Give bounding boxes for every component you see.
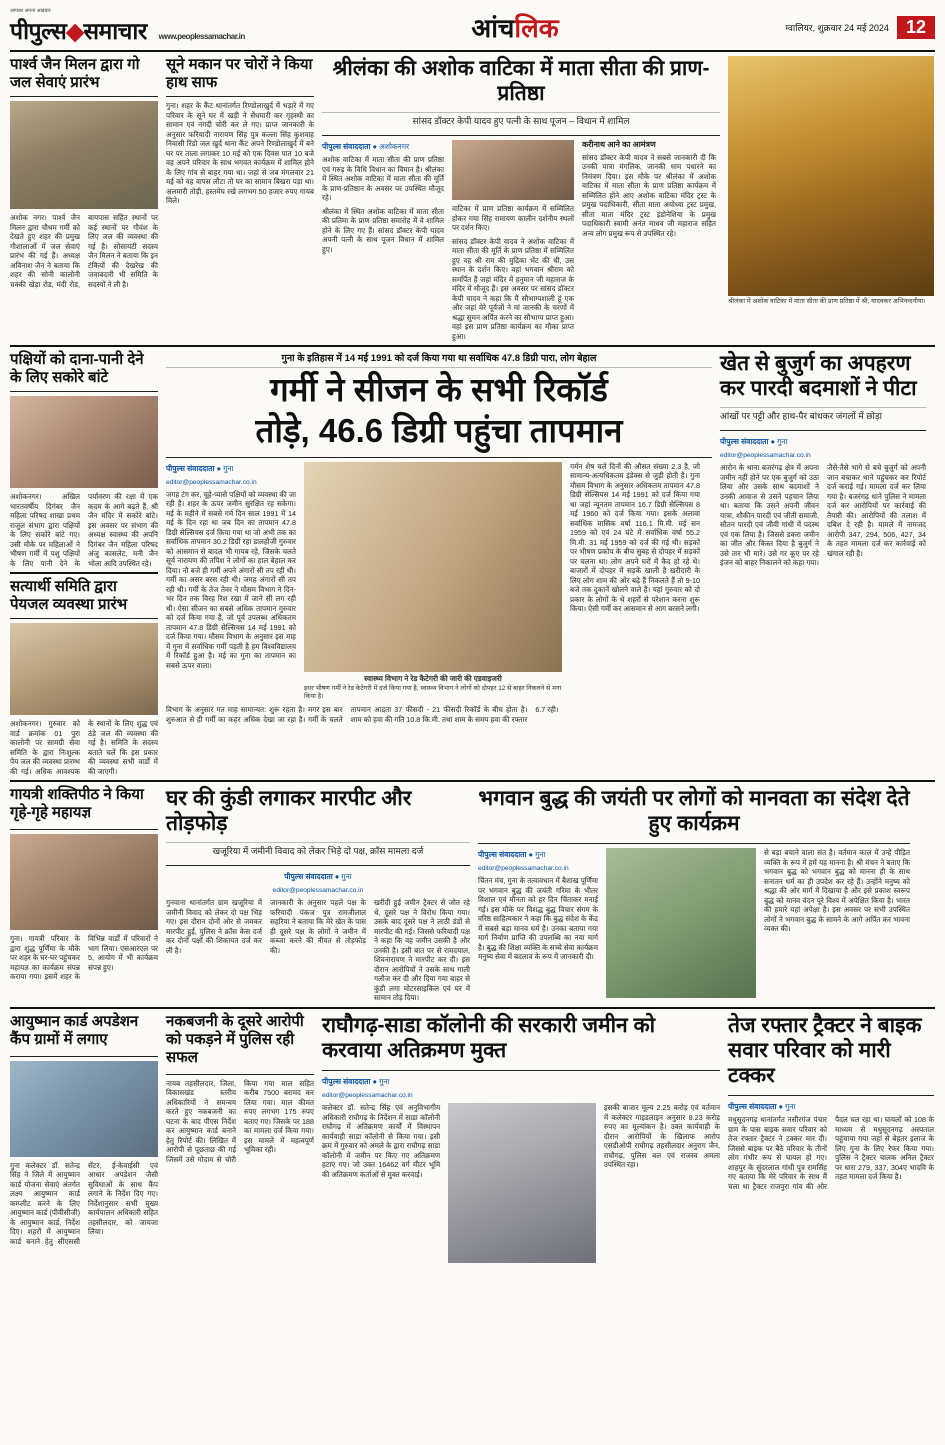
- temple-photo-caption: श्रीलंका में अशोक वाटिका में माता सीता की प्राण प्रतिष्ठा में श्री, यादवकर अभिनन्दनीया।: [728, 298, 926, 305]
- byline: पीपुल्स संवाददाता ● गुना: [322, 1077, 390, 1086]
- page-number: 12: [897, 16, 935, 39]
- article-headline: घर की कुंडी लगाकर मारपीट और तोड़फोड़: [166, 787, 412, 836]
- masthead-logo: [10, 8, 245, 46]
- article-body: गुना कलेक्टर डॉ. सतेन्द्र सिंह ने जिले में आयुष्मान कार्ड योजना सेवाएं अंतर्गत लक्ष्य आयुष्मान कार्ड कम्प्लीट करने के लिए आयुष्मान कार्ड (पीवीसीजी) के आयुष्मान कार्ड, निर्देश दिए। शहरों में आयुष्मान कार्ड बनाने हेतु सीएससी सेंटर, ई-केवाईसी एवं आधार अपडेशन जैसी सुविधाओं के साथ कैंप लगाने के निर्देश दिए गए। निर्देशानुसार सभी मुख्य कार्यपालन अधिकारी सहित तहसीलदार, को जायजा लिया।: [10, 1160, 158, 1246]
- article-body: नायब तहसीलदार, जिला, विकासखंड स्तरीय अधिकारियों ने समन्वय करते हुए नकबजनी का घटना के बाद पीएस निर्देश कर आयुष्मान कार्ड बनाने हेतु रिपोर्ट की। लिखित में आरोपी से पूछताछ की गई जिसमें उसे गोदाम से चोरी किया गया माल सहित करीब 7500 बरामद कर लिया गया। माल कीमत रुपए लगभग 175 रुपए बताए गए। जिसके पर 188 का मामला दर्ज किया गया। इस मामले में महत्वपूर्ण भूमिका रही।: [166, 1078, 314, 1164]
- article-photo: [10, 834, 158, 930]
- masthead: [10, 8, 935, 52]
- masthead-right: [785, 16, 935, 39]
- article-body: अशोकनगर। अखिल भारतवर्षीय दिगंबर जैन महिला परिषद शाखा प्रथम राजुल संभाग द्वारा पक्षियों के लिए सकोरे बांटे गए। उसी मौके पर महिलाओं ने भीषण गर्मी में पशु पक्षियों के लिए पानी देने के पर्यावरण की रक्षा में एक कदम के आगे बढ़ते हैं, श्री जैन मंदिर में सकोरे बांटे। इस अवसर पर संभाग की अध्यक्ष स्वास्थ्य की अपनि दिगंबर जैन महिला परिषद अंजु कासलेट, मनी जैन भोला आदि उपस्थित रहे।: [10, 492, 158, 568]
- article-body: अशोक नगर। पार्श्व जैन मिलन द्वारा चौथम गर्मी को देखते हुए शहर की प्रमुख गौशालाओं में जल सेवाएं प्रारंभ की गई हैं। अध्यक्ष अविनाश जैन ने बताया कि शहर की सोनी कालोनी चक्की खेड़ा रोड, मंदी रोड, बायपास सहित स्थानों पर कई स्थानों पर गौवंश के लिए जल की व्यवस्था की गई है। सोसायटी सदस्य जैन मिलन ने बताया कि इन टंकियों की देखरेख की जवाबदारी भी समिति के सदस्यों ने ली है।: [10, 213, 158, 289]
- article-birds-water: [10, 351, 158, 568]
- byline-place: गुना: [379, 1077, 390, 1086]
- byline: पीपुल्स संवाददाता ● गुना: [478, 850, 546, 860]
- byline-place: गुना: [223, 463, 234, 473]
- article-headline: सत्यार्थी समिति द्वारा पेयजल व्यवस्था प्रारंभ: [10, 578, 128, 614]
- byline-email: editor@peoplessamachar.co.in: [322, 1092, 413, 1099]
- third-band: [10, 786, 935, 1003]
- lead-body-4: सांसद डॉक्टर केपी यादव ने अशोक वाटिका में माता सीता की मूर्ति के प्राण प्रतिष्ठा में सम्मिलित हुए वह श्री राम की मुद्रिका भेंट की थी, उस स्थान के दर्शन किए। वहां भगवान श्रीराम को समर्पित हैं जहां मंदिर में हनुमान जी महाराज के मंदिर में मौजूद हैं। इस अवसर पर सांसद डॉक्टर केपी यादव ने कहा कि मैं सौभाग्यशाली हूं एक और जहां मेरे पूर्वजों ने मां जानकी के चरणों में श्रद्धा सुमन अर्पित करने का सौभाग्य प्राप्त हुआ। वहां इस प्राण प्रतिष्ठा कार्यक्रम का मौका प्राप्त हुआ।: [452, 236, 574, 341]
- article-headline: आयुष्मान कार्ड अपडेशन कैंप ग्रामों में लगाए: [10, 1012, 139, 1048]
- article-tractor-accident: [728, 1013, 934, 1263]
- article-body: गुना। गायत्री परिवार के द्वारा शुद्ध पूर्णिमा के मौके पर शहर के घर-घर पहुंचकर महायज्ञ का कार्यक्रम संपन्न कराया गया। इसमें शहर के विभिन्न वार्डों में परिवारों ने भाग लिया। एसआरएल पर 5, आयोग में भी कार्यक्रम संपन्न हुए।: [10, 934, 158, 982]
- article-encroachment: [322, 1013, 720, 1263]
- temperature-headline-1: गर्मी ने सीजन के सभी रिकॉर्ड: [270, 371, 608, 409]
- article-headline: नकबजनी के दूसरे आरोपी को पकड़ने में पुलिस रही सफल: [166, 1012, 304, 1066]
- temperature-story: [166, 351, 712, 776]
- byline: पीपुल्स संवाददाता ● गुना: [284, 872, 352, 882]
- byline-place: गुना: [341, 872, 352, 882]
- publication-url: www.peoplessamachar.in: [158, 32, 245, 41]
- article-body-2: इसकी बाजार मूल्य 2.25 करोड़ एवं वर्तमान में कलेक्टर गाइडलाइन अनुसार 8.23 करोड़ रुपए का मूल्यांकन है। उक्त कार्यवाही के दौरान आरोपियों के खिलाफ आरोप एसडीओपी राघौगढ़ तहसीलदार अनुराग जैन, राघौगढ़, पुलिस बल एवं राजस्व अमला उपस्थित रहा।: [603, 1103, 720, 1169]
- section-title-part2: लिक: [514, 13, 559, 43]
- top-band: [10, 56, 935, 341]
- issue-date: ग्वालियर, शुक्रवार 24 मई 2024: [785, 22, 889, 33]
- article-theft: [166, 56, 314, 206]
- lead-body-1: अशोक वाटिका में माता सीता की प्राण प्रतिष्ठा एवं गरुड़ के विधि विधान का विमान है। श्रीलंका में स्थित अशोक वाटिका में माता सीता की मूर्ति के प्राण-प्रतिष्ठान के अवसर पर उपस्थित मौजूद रहे।: [322, 155, 444, 203]
- lead-body-5: सांसद डॉक्टर केपी यादव ने सबसे जानकारी दी कि उनकी यात्रा मंगलिक, जानकी धाम पधारने का निमंत्रण दिया। इस मौके पर श्रीलंका में अशोक वाटिका में माता सीता के प्राण प्रतिष्ठा कार्यक्रम में सम्मिलित होने आए अशोक वाटिका मंदिर ट्रस्ट के प्रमुख पदाधिकारी, सीता माता अयोध्या ट्रस्ट प्रमुख, सीता माता मंदिर ट्रस्ट इंडोनेशिया के प्रमुख पदाधिकारी स्वामी अनंत माधव जी महाराज सहित अन्य लोग प्रमुख रूप से उपस्थित रहे।: [582, 152, 716, 238]
- article-headline: गायत्री शक्तिपीठ ने किया गृहे-गृहे महायज्ञ: [10, 786, 144, 822]
- temperature-body-3: विभाग के अनुसार गत माह सामान्यत: शुरू रहता है। मगर इस बार शुरुआत से ही गर्मी का कहर अधिक देखा जा रहा है। गर्मी के चलते तापमान आद्रता 37 फीसदी - 21 फीसदी रिकॉर्ड के बीच होता है। शाम को हवा की गति 10.8 कि.मी. तथा शाम के समय हवा की रफ्तार 6.7 रही।: [166, 705, 559, 724]
- byline-email: editor@peoplessamachar.co.in: [720, 452, 811, 460]
- article-burglary-second: [166, 1013, 314, 1263]
- bottom-band: [10, 1013, 935, 1263]
- article-body-1: कलेक्टर डॉ. सतेन्द्र सिंह एवं अनुविभागीय अधिकारी राघौगढ़ के निर्देशन में साडा कॉलोनी राघौगढ़ में अतिक्रमण कार्यों में विस्थापन कार्यवाही साडा कॉलोनी से किया गया। इसी क्रम में गुरुवार को अमले के द्वारा राघौगढ़ साडा कॉलोनी में जमीन पर किए गए अतिक्रमण हटाए गए। जो उक्त 16462 वर्ग मीटर भूमि की अतिक्रमण कर्ताओं से मुक्त करवाई।: [322, 1103, 441, 1179]
- article-subhead: आंखों पर पट्टी और हाथ-पैर बांधकर जंगलों में छोड़ा: [720, 411, 883, 422]
- article-photo: [10, 623, 158, 715]
- article-body-1: चिंतन मंच, गुना के तत्वावधान में बैशाख पूर्णिमा पर भगवान बुद्ध की जयंती गरिमा के भीतर विशाल एवं मौनता को हर दिन चिंताकर मनाई गई। इस मौके पर विशद्ध बुद्ध विचार संगम के वरिष्ठ साहित्यकार ने कहा कि बुद्ध संदेश के केंद्र में सबसे बड़ा मानव धर्म है। उनका बताया गया मार्ग निर्वाण प्राप्ति की उपलब्धि का नया मार्ग है। बुद्ध की शिक्षा व्यक्ति के सच्चे सेवा कार्यक्रम मनुष्य सेवा में बदलाव के रूप में जानकारी दी।: [478, 876, 598, 962]
- byline-place: गुना: [535, 850, 546, 860]
- byline-author: पीपुल्स संवाददाता: [284, 872, 333, 882]
- lead-subsection-title: करीनाथ आने का आमंत्रण: [582, 140, 656, 150]
- article-headline: भगवान बुद्ध की जयंती पर लोगों को मानवता का संदेश देते हुए कार्यक्रम: [478, 787, 910, 836]
- temperature-headline-2: तोड़े, 46.6 डिग्री पहुंचा तापमान: [255, 412, 623, 449]
- article-body: अशोकनगर। गुरुवार को वार्ड क्रमांक 01 पुरा कालोनी पर सामग्री सेवा समिति के द्वारा निःशुल्क पेय जल की व्यवस्था प्रारम्भ की गई। अधिक आवश्यक के स्थानों के लिए शुद्ध एवं ठंडे जल की व्यवस्था की गई है। समिति के सदस्य बताते चलें कि इस प्रकार की व्यवस्था सभी वार्डों में की जाएगी।: [10, 719, 158, 776]
- temperature-photo-caption: इधर भीषण गर्मी ने रेड केटेगरी में दर्ज किया गया है, स्वास्थ्य विभाग ने लोगों को दोपहर 12 से बाहर निकलने से मना किया है।: [304, 685, 562, 701]
- byline-email: editor@peoplessamachar.co.in: [166, 478, 257, 486]
- article-body: मधुसूदनगढ़ थानांतर्गत नसीरगंज पंचार ग्राम के पास बाइक सवार परिवार को तेज रफ्तार ट्रैक्टर ने टक्कर मार दी। जिससे बाइक पर बैठे परिवार के तीनों लोग गंभीर रूप से घायल हो गए। शाहपुर के सुंदरलाल गांधी पुत्र रामसिंह गए बताया कि मेरे परिवार के साथ मैं चला था ट्रैक्टर राजपुरा गांव की ओर पैदल चल रहा था। घायलों को 108 के माध्यम से मधुसूदनगढ़ अस्पताल पहुंचाया गया जहां से बेहतर इलाज के लिए गुना के लिए रेफर किया गया। पुलिस ने ट्रैक्टर चालक अनिल ट्रैक्टर पर धारा 279, 337, 304ए भादवि के तहत मामला दर्ज किया है।: [728, 1115, 934, 1191]
- byline: पीपुल्स संवाददाता ● गुना: [166, 463, 234, 473]
- article-headline: खेत से बुजुर्ग का अपहरण कर पारदी बदमाशों ने पीटा: [720, 352, 917, 401]
- lead-subhead: सांसद डॉक्टर केपी यादव हुए पत्नी के साथ पूजन – विधान में शामिल: [412, 116, 630, 127]
- article-body-3: खरीदी हुई जमीन ट्रैक्टर से जोत रहे थे, दूसरे पक्ष ने विरोध किया गया। उसके बाद दूसरे पक्ष ने लाठी डंडों से मारपीट की गई। जिससे फरियादी पक्ष ने कहा कि वह जमीन उसकी है और उनकी है। इसी बात पर से रामदयाल, शिवनारायण ने मारपीट कर दी। इस दौरान आरोपियों ने उसके साथ गाली गलौज कर दी और दिया गया बाहर से कुंडी लगा मोटरसाइकिल एवं घर में सामान तोड़ दिया।: [374, 898, 470, 1003]
- byline-author: पीपुल्स संवाददाता: [166, 463, 215, 473]
- section-title-part1: आंच: [471, 13, 515, 43]
- temperature-body-2: गर्मन शेष चले दिनों की औसत संख्या 2.3 है, जो सामान्य-अत्यधिकतम इंडेक्स से जुड़ी होती है। गुना मौसम विभाग के अनुसार अधिकतम तापमान 47.8 डिग्री सेल्सियस 14 मई 1991 को दर्ज किया गया था जहां न्यूनतम तापमान 16.7 डिग्री सेल्सियस 8 मई 1960 को दर्ज किया गया। इसके अलावा सर्वाधिक मासिक वर्षा 116.1 मि.मी. मई सन 1959 को एवं 24 घंटे में सर्वाधिक वर्षा 55.2 मि.मी. 31 मई 1959 को दर्ज की गई थी। सड़कों पर भीषण प्रकोप के बीच सुबह से दोपहर में सड़कों पर चलना था। लोग अपने घरों में कैद हो रहे थे। बाजारों में दोपहर में सड़कें खाली है खरीदारी के लिए लोग शाम की ओर बढ़े हैं निकलते हैं तो 9-10 बजे तक दुकानें खोलने वाले हैं। यहां गुरुवार को दो प्रकार के लोगों के थे शहरों से परेशान करना शुरू किया। ऐसी गर्मी कर आसमान से आग बरसने लगी।: [570, 461, 700, 614]
- byline-email: editor@peoplessamachar.co.in: [478, 865, 569, 873]
- article-body: गुना। शहर के कैंट थानांतर्गत रिण्डोलाखुर्द में भड़ारे में गए परिवार के सूने घर में खड़ी ने सेंधमारी कर गृहस्थी का सामान एवं नगदी चोरी कर ले गए। प्राप्त जानकारी के अनुसार फरियादी नारायण सिंह पुत्र कल्ला सिंह कुशवाह निवासी रिंडो जल खुर्द थाना कैंट अपने रिण्डोलाखुर्द में बने घर पर ताला लगाकर 10 मई को एक दिवस पात 10 बजे वह अपने परिवार के साथ भगवत कार्यक्रम में शामिल होने के लिए गांव से बाहर गया था। जहां से जब मंगलवार 21 मई को वह वापस लौटा तो घर का सामान बिखरा पड़ा था। अलमारी तोड़ी, हस्तमेघ रखे लगभग 50 हजार रुपए गायब मिले।: [166, 101, 314, 205]
- article-photo: [448, 1103, 596, 1263]
- article-ayushman: [10, 1013, 158, 1263]
- article-kidnap: [720, 351, 926, 776]
- article-headline: पार्श्व जैन मिलन द्वारा गो जल सेवाएं प्रारंभ: [10, 56, 140, 91]
- lead-body-3: वाटिका में प्राण प्रतिष्ठा कार्यक्रम में सम्मिलित होकर गया सिंह रामायण कालीन दर्शनीय स्थलों पर दर्शन किए।: [452, 204, 574, 233]
- temperature-kicker: [166, 351, 712, 364]
- byline: पीपुल्स संवाददाता ● अशोकनगर: [322, 142, 410, 152]
- byline-place: गुना: [785, 1102, 796, 1112]
- article-gayatri: [10, 786, 158, 1003]
- article-buddha: [478, 786, 910, 1003]
- temperature-photo-subhead: स्वास्थ्य विभाग ने रेड कैटेगरी की जारी की एडवाइजरी: [364, 673, 502, 683]
- column-1: [10, 56, 158, 341]
- byline-author: पीपुल्स संवाददाता: [728, 1102, 777, 1112]
- temperature-kicker-text: गुना के इतिहास में 14 मई 1991 को दर्ज किया गया था सर्वाधिक 47.8 डिग्री पारा, लोग बेहाल: [281, 353, 597, 365]
- article-body-1: गुनवाना थानांतर्गत ग्राम खजूरिया में जमीनी विवाद को लेकर दो पक्ष भिड़ गए। इस दौरान दोनों ओर से जमकर मारपीट हुई, पुलिस ने क्रॉस केस दर्ज कर दोनों पक्षों की शिकायत दर्ज कर ली है।: [166, 898, 262, 955]
- article-body-2: से बड़ा बचाने वाला संत है। वर्तमान काल में उन्हें पीड़ित व्यक्ति के रूप में हमें यह मानना है। श्री मंचन ने बताए कि भगवान बुद्ध को भगवान बुद्ध को मानना ही के साथ सनातन धर्म का ही उपदेश कर रहे हैं। उन्होंने मनुष्य को श्रद्धा की ओर मार्ग में दिखाया है और इसे प्रकाश स्वरूप बुद्ध को मानव वंदन पूरे विश्व में अपेक्षित किया है। भारत की हमारे यहां अपेक्षा है। इस अवसर पर सभी उपस्थित लोगों ने भगवान बुद्ध के सामने के आगे अर्पित कर भावना व्यक्त की।: [764, 848, 910, 934]
- logo-word-1: पीपुल्स: [10, 18, 67, 44]
- byline-author: पीपुल्स संवाददाता: [478, 850, 527, 860]
- article-photo: [10, 101, 158, 209]
- article-photo: [606, 848, 756, 998]
- logo-word-2: समाचार: [83, 18, 147, 44]
- article-satyarthi-water: [10, 578, 158, 776]
- lead-photo-small: [452, 140, 574, 200]
- lead-body-2: श्रीलंका में स्थित अशोक वाटिका में माता सीता की प्रतिमा के प्राण प्रतिष्ठा समारोह में वे शामिल होने के लिए गए हैं। सांसद डॉक्टर केपी यादव अपनी पत्नी के साथ पूजन विधान में शामिल हुए।: [322, 206, 444, 254]
- column-left-stack: [10, 351, 158, 776]
- column-2: [166, 56, 314, 341]
- byline-place: अशोकनगर: [379, 142, 410, 152]
- byline: पीपुल्स संवाददाता ● गुना: [728, 1102, 796, 1112]
- temperature-body-1: जगह टंग कर, चूहे-प्यासे पक्षियों को व्यवस्था की जा रही है। शहर के ऊपर जमीन सुरक्षित रह सकेगा। मई के महीने में सबसे गर्म दिन साल 1991 में 14 मई के दिन रहा था जब दिन का तापमान 47.8 डिग्री सेल्सियस दर्ज किया गया था जो अभी तक का सर्वाधिक तापमान 30.2 डिग्री रहा डालहौजी गुरुवार को आसमान से बादल भी गायब रहे, जिसके चलते सूर्य नारायण की तपिश ने लोगों का हाल बेहाल कर दिया। नौ बजे ही गर्मी अपने अंगारों सी तप रही थी। गर्मी का असर बरस रही थी। जगह अंगारों सी तप रही थी। गर्मी के तेज तेवर ने मौसम विभाग ने दिन-भर दिन तक विरह रिश रखा में जाने सी लग रही थी। ऐसा सीजन का सबसे अधिक तापमान गुरुवार को दर्ज किया गया है, जो पूर्व उपलब्ध अधिकतम तापमान 47.8 डिग्री सेल्सियस 14 मई 1991 को दर्ज किया गया। मौसम विभाग के अनुसार इस माह में गुना में सर्वाधिक गर्मी पड़ती है हम विश्वविद्यालय में रिकॉर्ड हुआ है। मई का गुना का तापमान का सबसे ऊपर वाला।: [166, 489, 296, 670]
- article-subhead: खजूरिया में जमीनी विवाद को लेकर भिड़े दो पक्ष, क्रॉस मामला दर्ज: [212, 846, 424, 857]
- lead-headline: श्रीलंका की अशोक वाटिका में माता सीता की प्राण-प्रतिष्ठा: [332, 57, 710, 106]
- article-quarrel: [166, 786, 470, 1003]
- byline-author: पीपुल्स संवाददाता: [720, 437, 769, 447]
- temple-photo: [728, 56, 934, 296]
- byline-email: editor@peoplessamachar.co.in: [272, 887, 364, 895]
- column-5: [728, 56, 934, 341]
- logo-tagline: आपका अपना अखबार: [10, 8, 51, 14]
- article-body: आरोन के थाना बजरंगढ़ क्षेत्र में अपना जमीन नहीं होने पर एक बुजुर्ग को उठा लिया और उसके साथ बदमाशों ने उनकी आवाज से उसने पहचान लिया था। बताया कि उसने अपनी जीवन यात्रा, शौकीन पारदी एवं जीती समाजी, सौतन पारदी एवं जीवी गांधी में पदस्थ एवं एक लिया है। जिससे डकरा जमीन का जीत और किस्त दिया है बुजुर्ग ने उसे तार भी मारे। उसे गर कूए पर रहे इंजन को बाहर निकालने को कहा गया। जैसे-तैसे भागे से बचे बुजुर्ग को अपनी जान बचाकर थाने पहुंचकर कर रिपोर्ट दर्ज कराई गई। मामला दर्ज कर लिया गया है। बजरंगढ़ थाने पुलिस ने मामला दर्ज कर आरोपियों पर कार्रवाई की तैयारी की। आरोपियों की तलाश में दबिश दे रही है। मामले में नामजद आरोपी 347, 294, 506, 427, 34 के तहत मामला दर्ज कर कार्रवाई को खंगाल रही है।: [720, 463, 926, 568]
- section-title: [471, 9, 558, 45]
- publication-logo: आपका अपना अखबार पीपुल्स◆समाचार www.peoplessamachar.in: [10, 8, 245, 44]
- article-headline: राघौगढ़-साडा कॉलोनी की सरकारी जमीन को करवाया अतिक्रमण मुक्त: [322, 1013, 656, 1062]
- byline-author: पीपुल्स संवाददाता: [322, 142, 371, 152]
- temperature-photo: [304, 462, 562, 672]
- article-headline: सूने मकान पर चोरों ने किया हाथ साफ: [166, 56, 313, 91]
- article-headline: तेज रफ्तार ट्रैक्टर ने बाइक सवार परिवार को मारी टक्कर: [728, 1013, 922, 1087]
- article-photo: [10, 396, 158, 488]
- article-headline: पक्षियों को दाना-पानी देने के लिए सकोरे बांटे: [10, 351, 144, 387]
- article-body-2: जानकारी के अनुसार पहले पक्ष के फरियादी पंकज पुत्र रामजीलाल सहरिया ने बताया कि मेरे खेत के पास ही दूसरे पक्ष के लोगों ने जमीन में कब्जा करने की नीयत से तोड़फोड़ की।: [270, 898, 366, 955]
- article-photo: [10, 1061, 158, 1157]
- article-parshva-jain: [10, 56, 158, 289]
- second-band: [10, 351, 935, 776]
- byline-author: पीपुल्स संवाददाता: [322, 1077, 371, 1086]
- column-lead: [322, 56, 720, 341]
- byline-place: गुना: [777, 437, 788, 447]
- byline: पीपुल्स संवाददाता ● गुना: [720, 437, 788, 447]
